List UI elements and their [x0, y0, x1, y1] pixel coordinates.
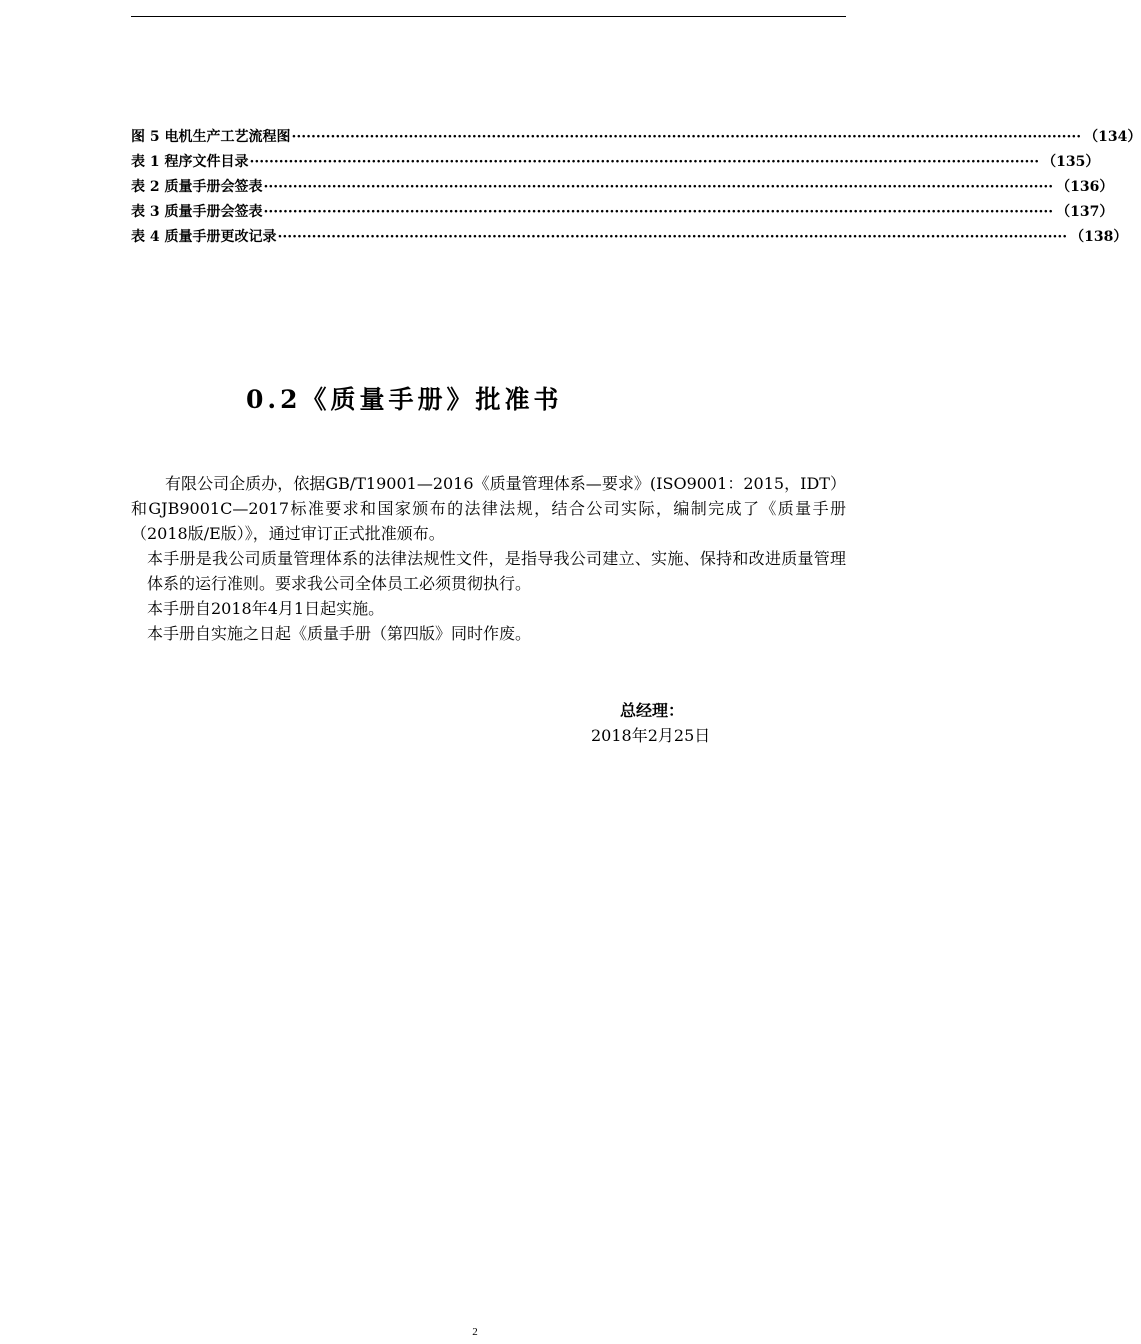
toc-entry-label: 图 5 电机生产工艺流程图	[131, 129, 291, 145]
toc-entry-page: （138）	[1070, 229, 1128, 245]
toc-entry[interactable]	[131, 126, 1141, 151]
toc-leader-dots: ··································································································································································	[263, 179, 1054, 195]
toc-entry-label: 表 4 质量手册更改记录	[131, 229, 277, 245]
header-rule	[131, 16, 846, 17]
toc-entry-page: （135）	[1042, 154, 1100, 170]
toc-entry[interactable]	[131, 201, 1114, 226]
toc-leader-dots: ··································································································································································	[291, 129, 1082, 145]
toc-entry-label: 表 1 程序文件目录	[131, 154, 249, 170]
toc-entry-label: 表 2 质量手册会签表	[131, 179, 263, 195]
signature-label: 总经理：	[620, 701, 685, 720]
approval-body	[131, 471, 846, 646]
approval-paragraph: 本手册自2018年4月1日起实施。	[147, 599, 385, 618]
toc-entry-page: （134）	[1084, 129, 1141, 145]
toc-leader-dots: ··································································································································································	[277, 229, 1068, 245]
document-title: 0.2《质量手册》批准书	[246, 385, 563, 414]
table-of-contents	[131, 126, 1141, 251]
page-number: 2	[472, 1326, 478, 1338]
toc-entry[interactable]	[131, 226, 1128, 251]
toc-entry-page: （137）	[1056, 204, 1114, 220]
approval-paragraph: 有限公司企质办，依据GB/T19001—2016《质量管理体系—要求》(ISO9001：2015，IDT）和GJB9001C—2017标准要求和国家颁布的法律法规，结合公司实际，编制完成了《质量手册（2018版/E版）》，通过审订正式批准颁布。	[131, 474, 846, 543]
toc-entry-page: （136）	[1056, 179, 1114, 195]
approval-paragraph: 本手册自实施之日起《质量手册（第四版》同时作废。	[147, 624, 532, 643]
toc-entry[interactable]	[131, 151, 1100, 176]
approval-paragraph: 本手册是我公司质量管理体系的法律法规性文件，是指导我公司建立、实施、保持和改进质量管理体系的运行准则。要求我公司全体员工必须贯彻执行。	[147, 549, 846, 593]
signature-date: 2018年2月25日	[591, 726, 711, 745]
toc-entry-label: 表 3 质量手册会签表	[131, 204, 263, 220]
toc-leader-dots: ··································································································································································	[263, 204, 1054, 220]
toc-leader-dots: ··································································································································································	[249, 154, 1040, 170]
toc-entry[interactable]	[131, 176, 1114, 201]
